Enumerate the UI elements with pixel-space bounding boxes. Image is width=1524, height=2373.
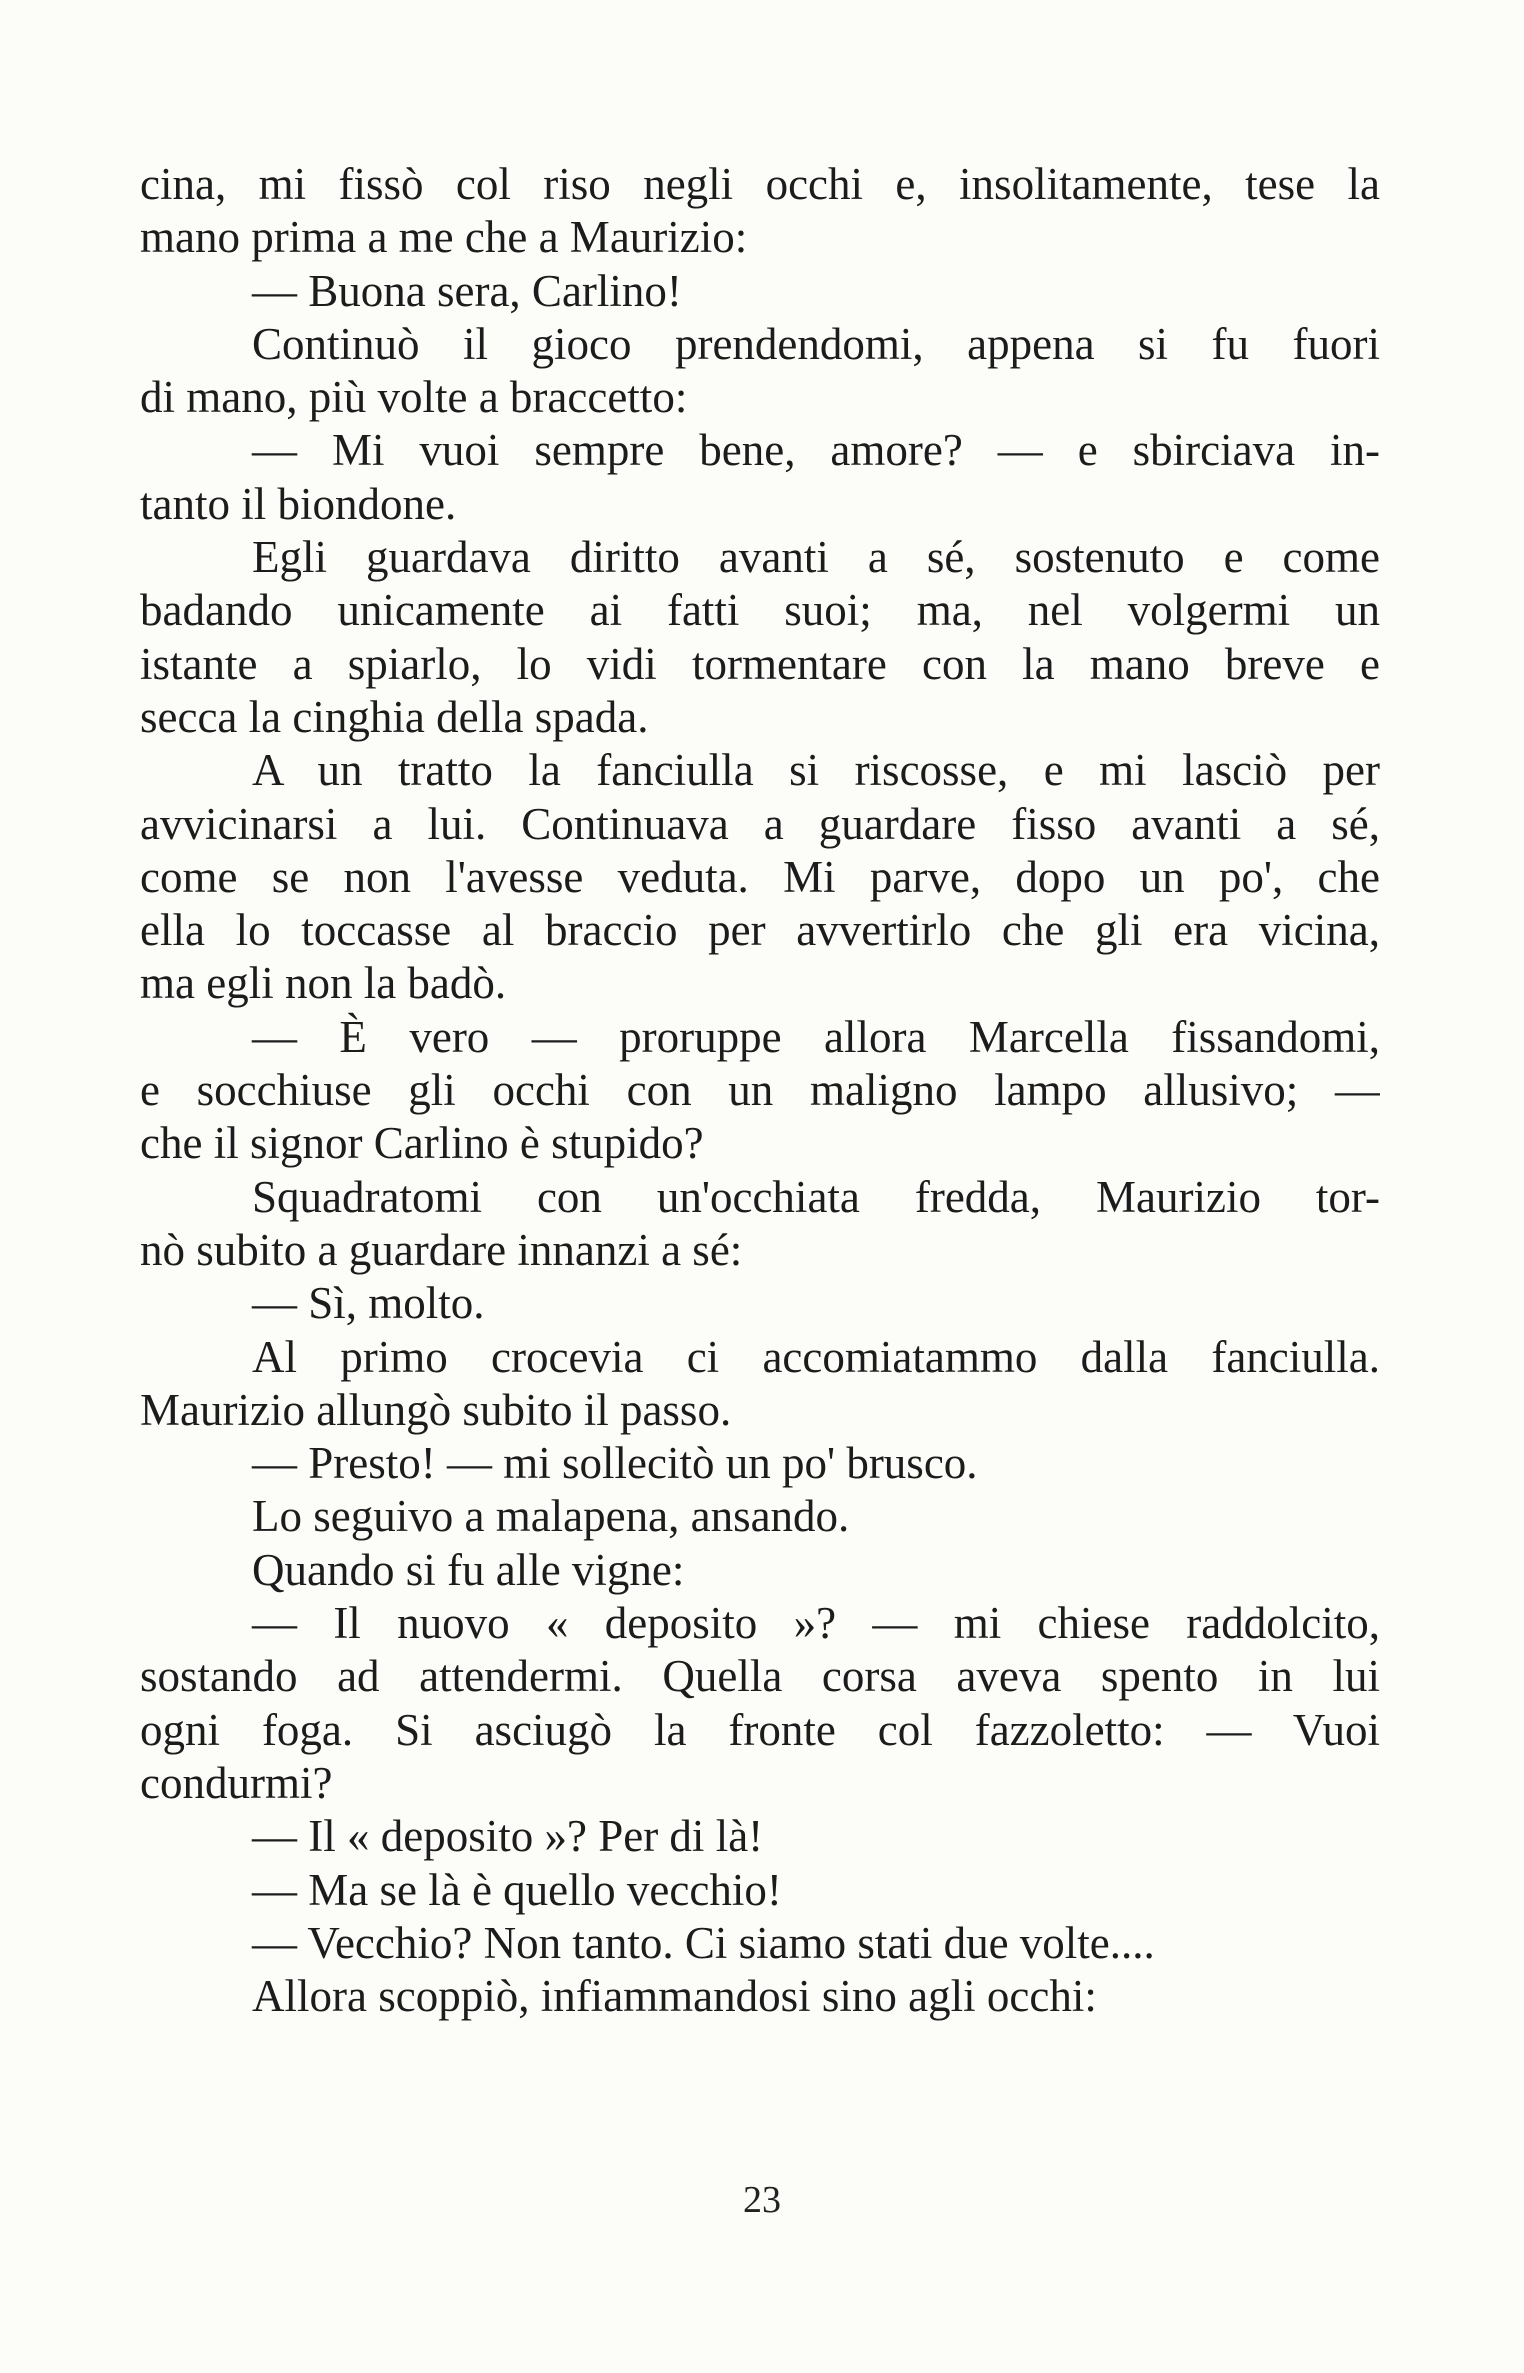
text-line: Squadratomi con un'occhiata fredda, Maurizio tor- <box>252 1171 1380 1222</box>
text-line: sostando ad attendermi. Quella corsa aveva spento in lui <box>140 1651 1380 1702</box>
text-line: di mano, più volte a braccetto: <box>140 372 688 423</box>
text-line: Continuò il gioco prendendomi, appena si fu fuori <box>252 318 1380 369</box>
text-line: ella lo toccasse al braccio per avvertirlo che gli era vicina, <box>140 905 1380 956</box>
text-line: che il signor Carlino è stupido? <box>140 1118 704 1169</box>
text-line: ogni foga. Si asciugò la fronte col fazzoletto: — Vuoi <box>140 1704 1380 1755</box>
text-line: cina, mi fissò col riso negli occhi e, insolitamente, tese la <box>140 159 1380 209</box>
text-line: mano prima a me che a Maurizio: <box>140 212 748 263</box>
text-line: — Il nuovo « deposito »? — mi chiese raddolcito, <box>252 1598 1380 1649</box>
text-line: — Mi vuoi sempre bene, amore? — e sbirciava in- <box>252 425 1380 476</box>
text-line: Egli guardava diritto avanti a sé, sostenuto e come <box>252 532 1380 583</box>
text-line: — È vero — proruppe allora Marcella fissandomi, <box>252 1011 1380 1062</box>
text-line: — Ma se là è quello vecchio! <box>252 1864 782 1915</box>
text-line: Maurizio allungò subito il passo. <box>140 1384 732 1435</box>
text-line: secca la cinghia della spada. <box>140 691 649 742</box>
text-line: — Vecchio? Non tanto. Ci siamo stati due volte.... <box>252 1917 1155 1968</box>
text-line: nò subito a guardare innanzi a sé: <box>140 1224 743 1275</box>
text-line: — Buona sera, Carlino! <box>252 265 682 316</box>
text-line: A un tratto la fanciulla si riscosse, e mi lasciò per <box>252 745 1380 796</box>
text-line: e socchiuse gli occhi con un maligno lampo allusivo; — <box>140 1065 1380 1116</box>
text-line: Lo seguivo a malapena, ansando. <box>252 1491 850 1542</box>
text-line: avvicinarsi a lui. Continuava a guardare fisso avanti a sé, <box>140 798 1380 849</box>
text-line: — Il « deposito »? Per di là! <box>252 1811 764 1862</box>
page-number: 23 <box>743 2179 781 2221</box>
text-line: istante a spiarlo, lo vidi tormentare con la mano breve e <box>140 638 1380 689</box>
text-line: Allora scoppiò, infiammandosi sino agli occhi: <box>252 1971 1097 2022</box>
text-line: — Sì, molto. <box>252 1278 485 1329</box>
text-line: tanto il biondone. <box>140 478 457 529</box>
text-line: Quando si fu alle vigne: <box>252 1544 685 1595</box>
text-line: come se non l'avesse veduta. Mi parve, dopo un po', che <box>140 851 1380 902</box>
body-text <box>140 158 1380 2023</box>
text-line: badando unicamente ai fatti suoi; ma, nel volgermi un <box>140 585 1380 636</box>
text-line: ma egli non la badò. <box>140 958 507 1009</box>
text-line: — Presto! — mi sollecitò un po' brusco. <box>252 1438 978 1489</box>
text-line: Al primo crocevia ci accomiatammo dalla fanciulla. <box>252 1331 1380 1382</box>
text-line: condurmi? <box>140 1757 333 1808</box>
